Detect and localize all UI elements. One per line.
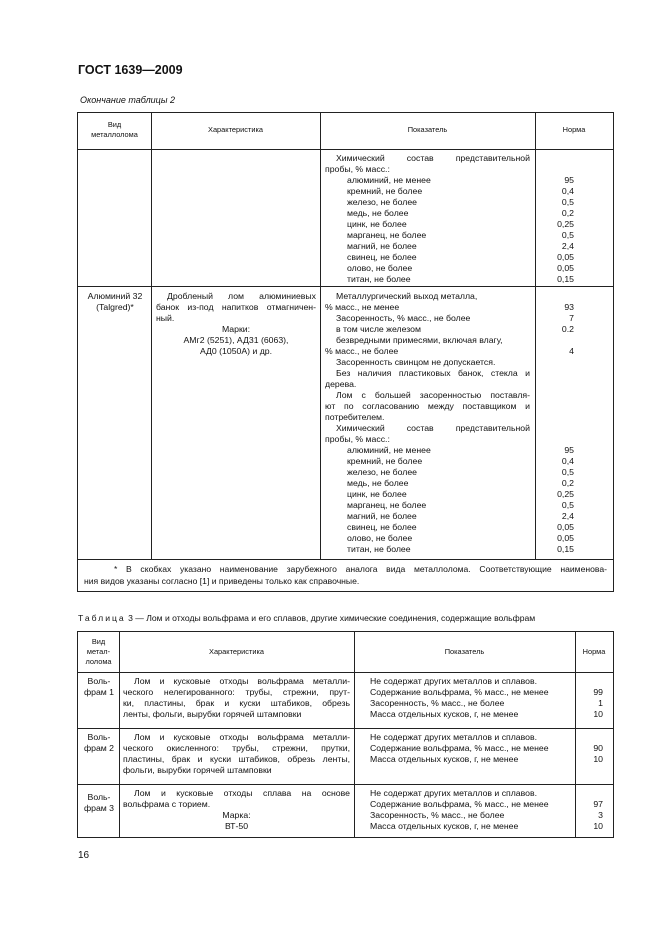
header-indicator: Показатель [444,647,485,656]
document-title: ГОСТ 1639—2009 [78,63,183,77]
norm-column: 93 7 0.2 4 95 0,4 0,5 0,2 0,25 0,5 2,4 0,05 0,05 0,15 [557,302,574,554]
page-number: 16 [78,850,90,861]
norm-column: 90 10 [593,743,603,764]
table3-caption: Таблица 3 — Лом и отходы вольфрама и его сплавов, другие химические соединения, содержащие вольфрам [78,613,536,623]
header-characteristic: Характеристика [208,125,263,134]
header-indicator: Показатель [407,125,448,134]
characteristic-cell: Лом и кусковые отходы сплава на основе вольфрама с торием. Марка: ВТ-50 [123,788,350,831]
table2-caption: Окончание таблицы 2 [80,95,175,105]
header-type: Вид метал- лолома [85,637,112,666]
table-row: Химический состав представительной пробы, % масс.: алюминий, не менее кремний, не более железо, не более медь, не более цинк, не более марганец, не более магний, не более свинец, не более олово, не более титан, не более [325,153,530,284]
type-cell: Воль- фрам 2 [83,732,115,753]
header-norm: Норма [582,647,606,656]
table-row: Не содержат других металлов и сплавов. Содержание вольфрама, % масс., не менее Засоренность, % масс., не более Масса отдельных кусков, г, не менее [370,788,549,831]
table-row: Металлургический выход металла, % масс., не менее Засоренность, % масс., не более в том числе железом безвредными примесями, включая влагу, % масс., не более Засоренность свинцом не допускается. Без наличия пластиковых банок, стекла и дерева. Лом с большей засоренностью поставля- ют по согласованию между поставщиком и потребителем. Химический состав представительной пробы, % масс.: алюминий, не менее кремний, не более железо, не более медь, не более цинк, не более марганец, не более магний, не более свинец, не более олово, не более титан, не более [325,291,530,554]
table-3 [77,631,614,838]
characteristic-cell: Лом и кусковые отходы вольфрама металли- ческого окисленного: трубы, стрежни, прутки, пластины, брак и куски штабиков, обрезь ленты, фольги, вырубки горячей штамповки [123,732,350,775]
characteristic-cell: Лом и кусковые отходы вольфрама металли- ческого нелегированного: трубы, стрежни, прут- ки, пластины, брак и куски штабиков, обрезь ленты, фольги, вырубки горячей штамповки [123,676,350,719]
header-characteristic: Характеристика [209,647,264,656]
header-type: Вид металлолома [91,120,138,139]
type-cell: Воль- фрам 3 [83,792,115,813]
norm-column: 99 1 10 [593,687,603,719]
table-row: Не содержат других металлов и сплавов. Содержание вольфрама, % масс., не менее Масса отдельных кусков, г, не менее [370,732,549,764]
type-cell: Воль- фрам 1 [83,676,115,697]
table-row: Не содержат других металлов и сплавов. Содержание вольфрама, % масс., не менее Засоренность, % масс., не более Масса отдельных кусков, г, не менее [370,676,549,719]
table-2 [77,112,614,592]
characteristic-cell: Дробленый лом алюминиевых банок из-под напитков отмагничен- ный. Марки: АМг2 (5251), АД31 (6063), АД0 (1050А) и др. [156,291,316,356]
table2-footnote: * В скобках указано наименование зарубежного аналога вида металлолома. Соответствующие наименова- ния видов указаны согласно [1] и приведены только как справочные. [84,564,607,586]
norm-column: 95 0,4 0,5 0,2 0,25 0,5 2,4 0,05 0,05 0,15 [557,175,574,284]
header-norm: Норма [562,125,586,134]
norm-column: 97 3 10 [593,799,603,831]
type-cell: Алюминий 32 (Talgred)* [87,291,143,312]
